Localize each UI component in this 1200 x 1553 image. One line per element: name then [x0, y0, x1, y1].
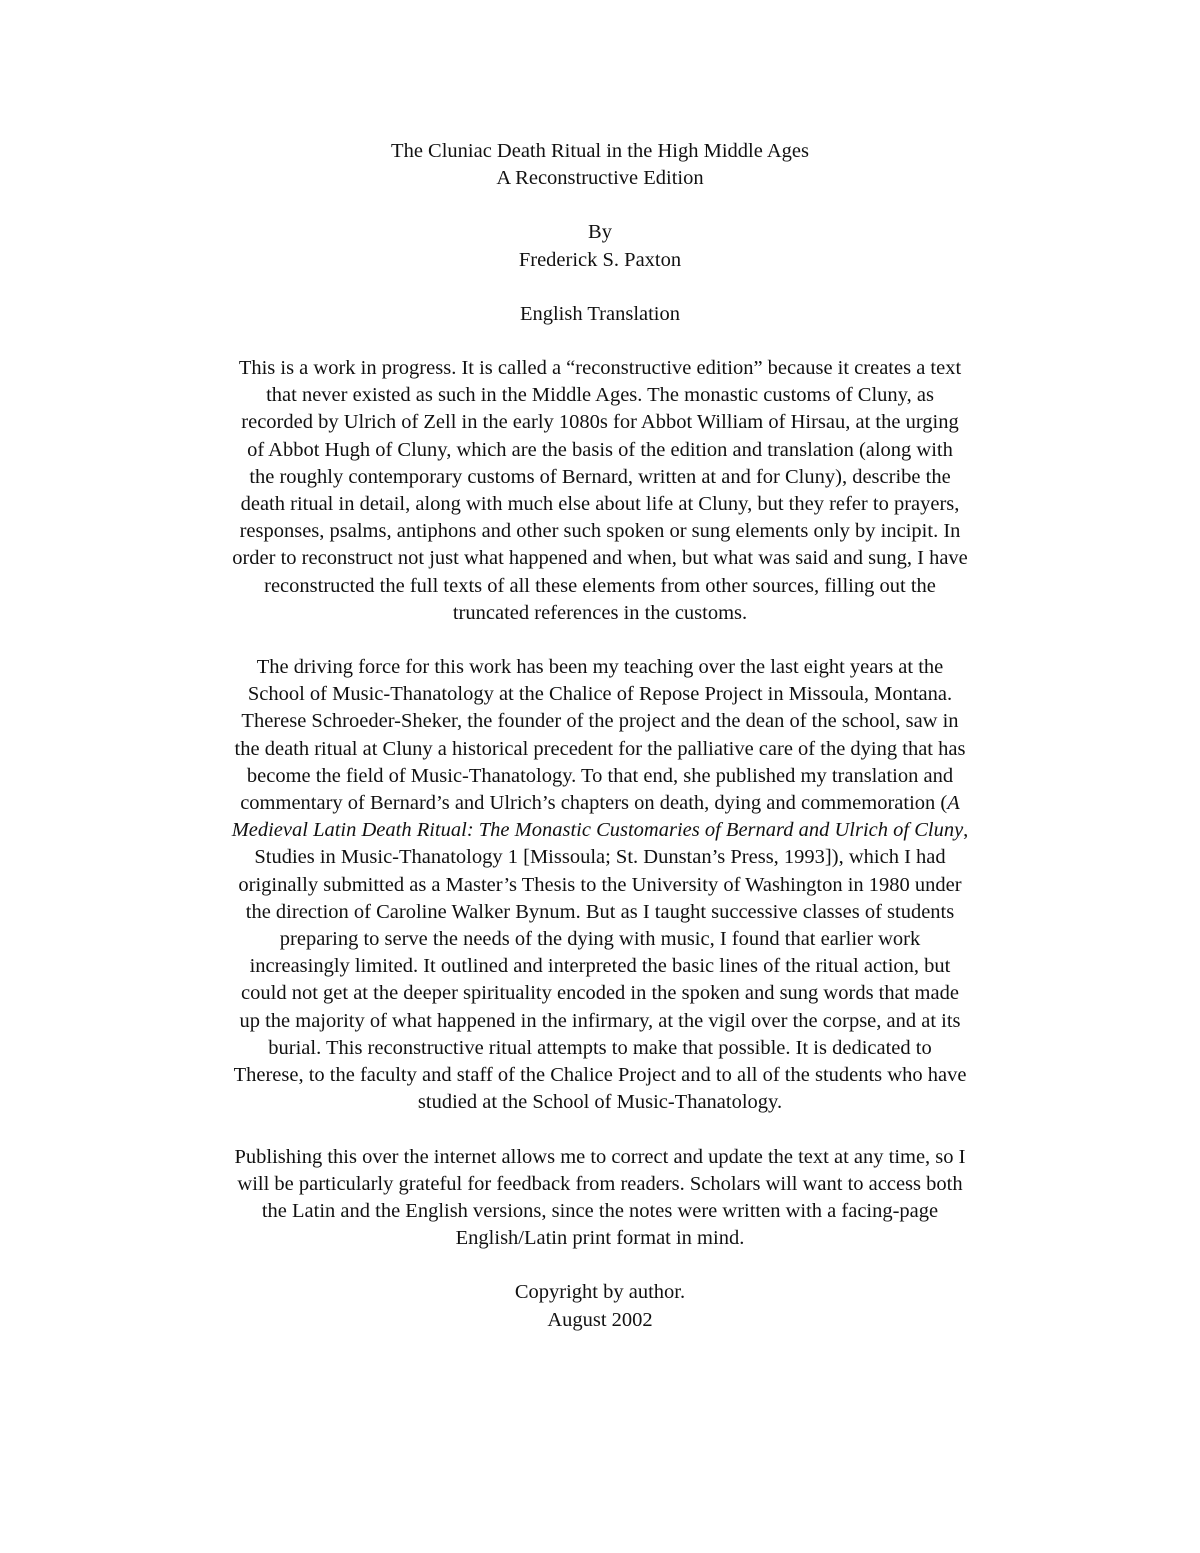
paragraph-line: burial. This reconstructive ritual attempts to make that possible. It is dedicated to — [268, 1036, 932, 1059]
paragraph-line: reconstructed the full texts of all these elements from other sources, filling out the — [264, 574, 936, 597]
paragraph-line: studied at the School of Music-Thanatology. — [417, 1091, 783, 1114]
paragraph-line: the Latin and the English versions, since the notes were written with a facing-page — [261, 1199, 939, 1222]
paragraph-intro — [170, 355, 1030, 627]
paragraph-line: Therese Schroeder-Sheker, the founder of the project and the dean of the school, saw in — [241, 710, 959, 733]
paragraph-line: the roughly contemporary customs of Bernard, written at and for Cluny), describe the — [249, 465, 951, 488]
book-title: Medieval Latin Death Ritual: The Monastic Customaries of Bernard and Ulrich of Cluny — [231, 819, 964, 842]
line-text: , — [963, 819, 969, 842]
author-name: Frederick S. Paxton — [518, 248, 682, 271]
paragraph-driving-force — [170, 654, 1030, 1116]
book-title-start: A — [947, 792, 960, 815]
paragraph-line: preparing to serve the needs of the dying with music, I found that earlier work — [279, 928, 921, 951]
paragraph-line: School of Music-Thanatology at the Chalice of Repose Project in Missoula, Montana. — [247, 683, 953, 706]
paragraph-line: Studies in Music-Thanatology 1 [Missoula; St. Dunstan’s Press, 1993]), which I had — [254, 846, 946, 869]
paragraph-line — [170, 790, 1030, 817]
title-line-1: The Cluniac Death Ritual in the High Middle Ages — [391, 140, 809, 162]
paragraph-line: increasingly limited. It outlined and interpreted the basic lines of the ritual action, but — [249, 955, 951, 978]
paragraph-line: could not get at the deeper spirituality encoded in the spoken and sung words that made — [241, 982, 959, 1005]
paragraph-line: recorded by Ulrich of Zell in the early 1080s for Abbot William of Hirsau, at the urging — [241, 411, 959, 434]
subtitle: English Translation — [519, 302, 681, 325]
paragraph-publishing — [170, 1144, 1030, 1253]
paragraph-line: Therese, to the faculty and staff of the Chalice Project and to all of the students who have — [233, 1064, 967, 1087]
footer-block — [170, 1279, 1030, 1333]
title-line-2: A Reconstructive Edition — [496, 167, 704, 190]
paragraph-line: The driving force for this work has been my teaching over the last eight years at the — [256, 656, 944, 679]
paragraph-line: will be particularly grateful for feedback from readers. Scholars will want to access both — [237, 1172, 963, 1195]
paragraph-line: truncated references in the customs. — [452, 601, 748, 624]
paragraph-line: the death ritual at Cluny a historical precedent for the palliative care of the dying that has — [234, 737, 966, 760]
paragraph-line: English/Latin print format in mind. — [455, 1227, 745, 1250]
byline-block — [170, 219, 1030, 273]
paragraph-line: that never existed as such in the Middle Ages. The monastic customs of Cluny, as — [266, 384, 934, 407]
title-block — [170, 138, 1030, 192]
paragraph-line: originally submitted as a Master’s Thesis to the University of Washington in 1980 under — [238, 873, 962, 896]
paragraph-line — [170, 817, 1030, 844]
paragraph-line: become the field of Music-Thanatology. To that end, she published my translation and — [246, 764, 954, 787]
paragraph-line: the direction of Caroline Walker Bynum. But as I taught successive classes of students — [245, 900, 955, 923]
paragraph-line: This is a work in progress. It is called a “reconstructive edition” because it creates a text — [238, 357, 962, 380]
paragraph-line: responses, psalms, antiphons and other such spoken or sung elements only by incipit. In — [239, 520, 961, 543]
paragraph-line: death ritual in detail, along with much else about life at Cluny, but they refer to prayers, — [240, 493, 960, 516]
line-text: commentary of Bernard’s and Ulrich’s chapters on death, dying and commemoration ( — [240, 792, 948, 815]
copyright-notice: Copyright by author. — [514, 1281, 686, 1304]
paragraph-line: of Abbot Hugh of Cluny, which are the basis of the edition and translation (along with — [247, 438, 953, 461]
paragraph-line: up the majority of what happened in the infirmary, at the vigil over the corpse, and at its — [239, 1009, 961, 1032]
paragraph-line: Publishing this over the internet allows me to correct and update the text at any time, so I — [234, 1145, 966, 1168]
publication-date: August 2002 — [547, 1308, 653, 1331]
document-page — [170, 138, 1030, 1334]
byline-by: By — [588, 221, 612, 244]
paragraph-line: order to reconstruct not just what happened and when, but what was said and sung, I have — [232, 547, 968, 570]
